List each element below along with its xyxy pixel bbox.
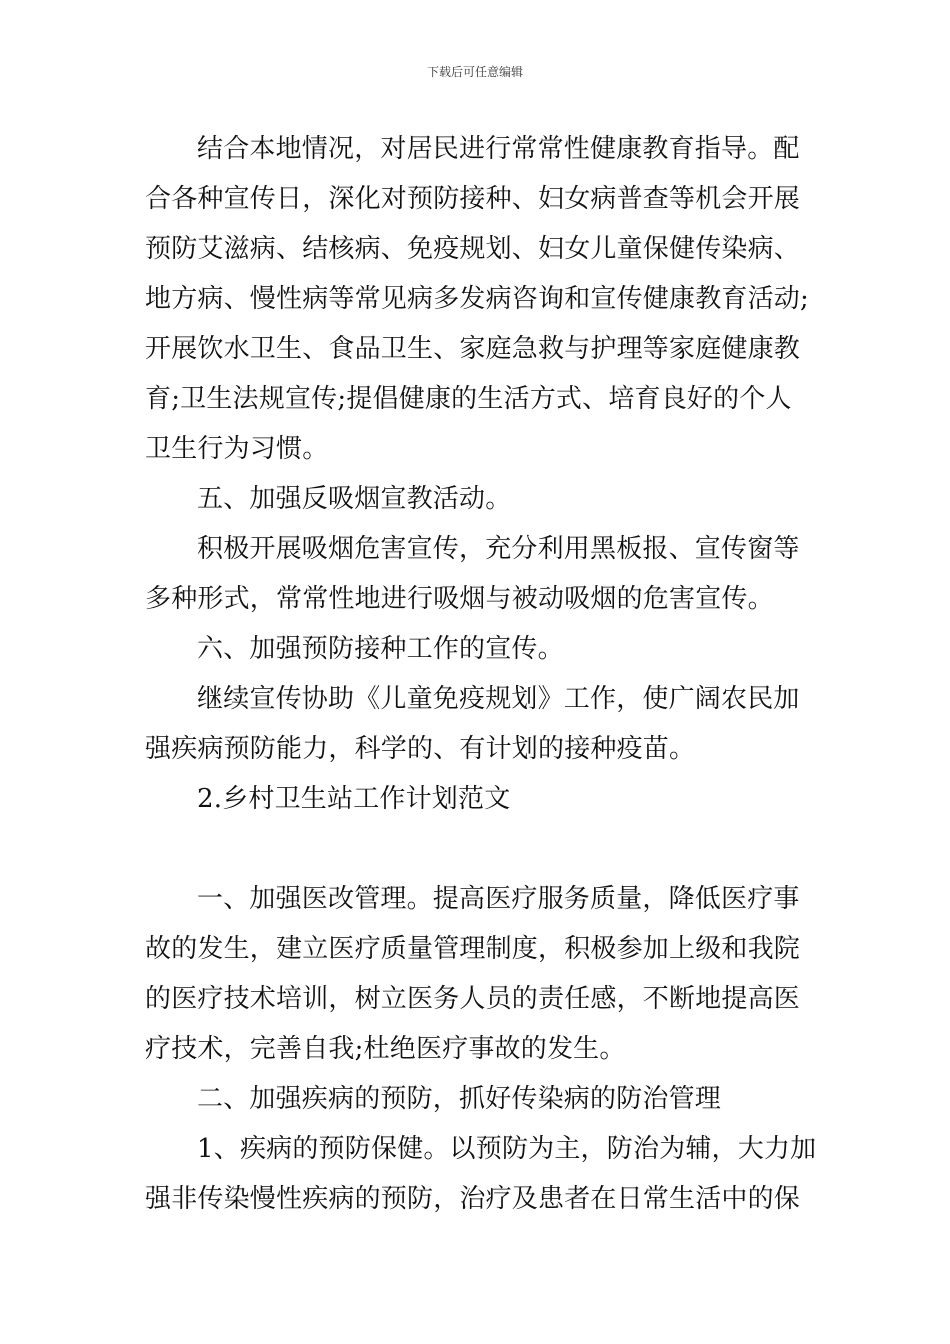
paragraph-medical-reform bbox=[145, 874, 810, 1074]
text-line: 故的发生，建立医疗质量管理制度，积极参加上级和我院 bbox=[145, 934, 801, 964]
text-line: 的医疗技术培训，树立医务人员的责任感，不断地提高医 bbox=[145, 984, 801, 1014]
text-line: 积极开展吸烟危害宣传，充分利用黑板报、宣传窗等 bbox=[197, 534, 800, 564]
text-line: 卫生行为习惯。 bbox=[145, 434, 329, 464]
paragraph-health-education bbox=[145, 124, 810, 474]
heading-anti-smoking bbox=[145, 474, 810, 524]
section-title-2 bbox=[145, 774, 810, 824]
text-line: 多种形式，常常性地进行吸烟与被动吸烟的危害宣传。 bbox=[145, 584, 774, 614]
text-line: 开展饮水卫生、食品卫生、家庭急救与护理等家庭健康教 bbox=[145, 334, 801, 364]
text-line: 地方病、慢性病等常见病多发病咨询和宣传健康教育活动; bbox=[145, 284, 809, 314]
paragraph-vaccination bbox=[145, 674, 810, 774]
section-heading: 二、加强疾病的预防，抓好传染病的防治管理 bbox=[197, 1084, 722, 1114]
page-header: 下载后可任意编辑 bbox=[426, 65, 523, 79]
text-line: 一、加强医改管理。提高医疗服务质量，降低医疗事 bbox=[197, 884, 800, 914]
text-line: 强疾病预防能力，科学的、有计划的接种疫苗。 bbox=[145, 734, 696, 764]
document-body bbox=[145, 124, 817, 1224]
section-heading: 五、加强反吸烟宣教活动。 bbox=[197, 484, 512, 514]
text-line: 疗技术，完善自我;杜绝医疗事故的发生。 bbox=[145, 1034, 626, 1064]
text-line: 结合本地情况，对居民进行常常性健康教育指导。配 bbox=[197, 134, 800, 164]
paragraph-anti-smoking bbox=[145, 524, 810, 624]
section-heading: 六、加强预防接种工作的宣传。 bbox=[197, 634, 564, 664]
text-line: 1、疾病的预防保健。以预防为主，防治为辅，大力加 bbox=[197, 1134, 817, 1164]
text-line: 继续宣传协助《儿童免疫规划》工作，使广阔农民加 bbox=[197, 684, 800, 714]
paragraph-disease-prevention bbox=[145, 1124, 817, 1224]
section-title: 2.乡村卫生站工作计划范文 bbox=[197, 784, 511, 814]
blank-gap bbox=[145, 824, 810, 874]
text-line: 强非传染慢性疾病的预防，治疗及患者在日常生活中的保 bbox=[145, 1184, 801, 1214]
heading-vaccination bbox=[145, 624, 810, 674]
text-line: 合各种宣传日，深化对预防接种、妇女病普查等机会开展 bbox=[145, 184, 801, 214]
heading-disease-control bbox=[145, 1074, 810, 1124]
text-line: 育;卫生法规宣传;提倡健康的生活方式、培育良好的个人 bbox=[145, 384, 792, 414]
text-line: 预防艾滋病、结核病、免疫规划、妇女儿童保健传染病、 bbox=[145, 234, 801, 264]
